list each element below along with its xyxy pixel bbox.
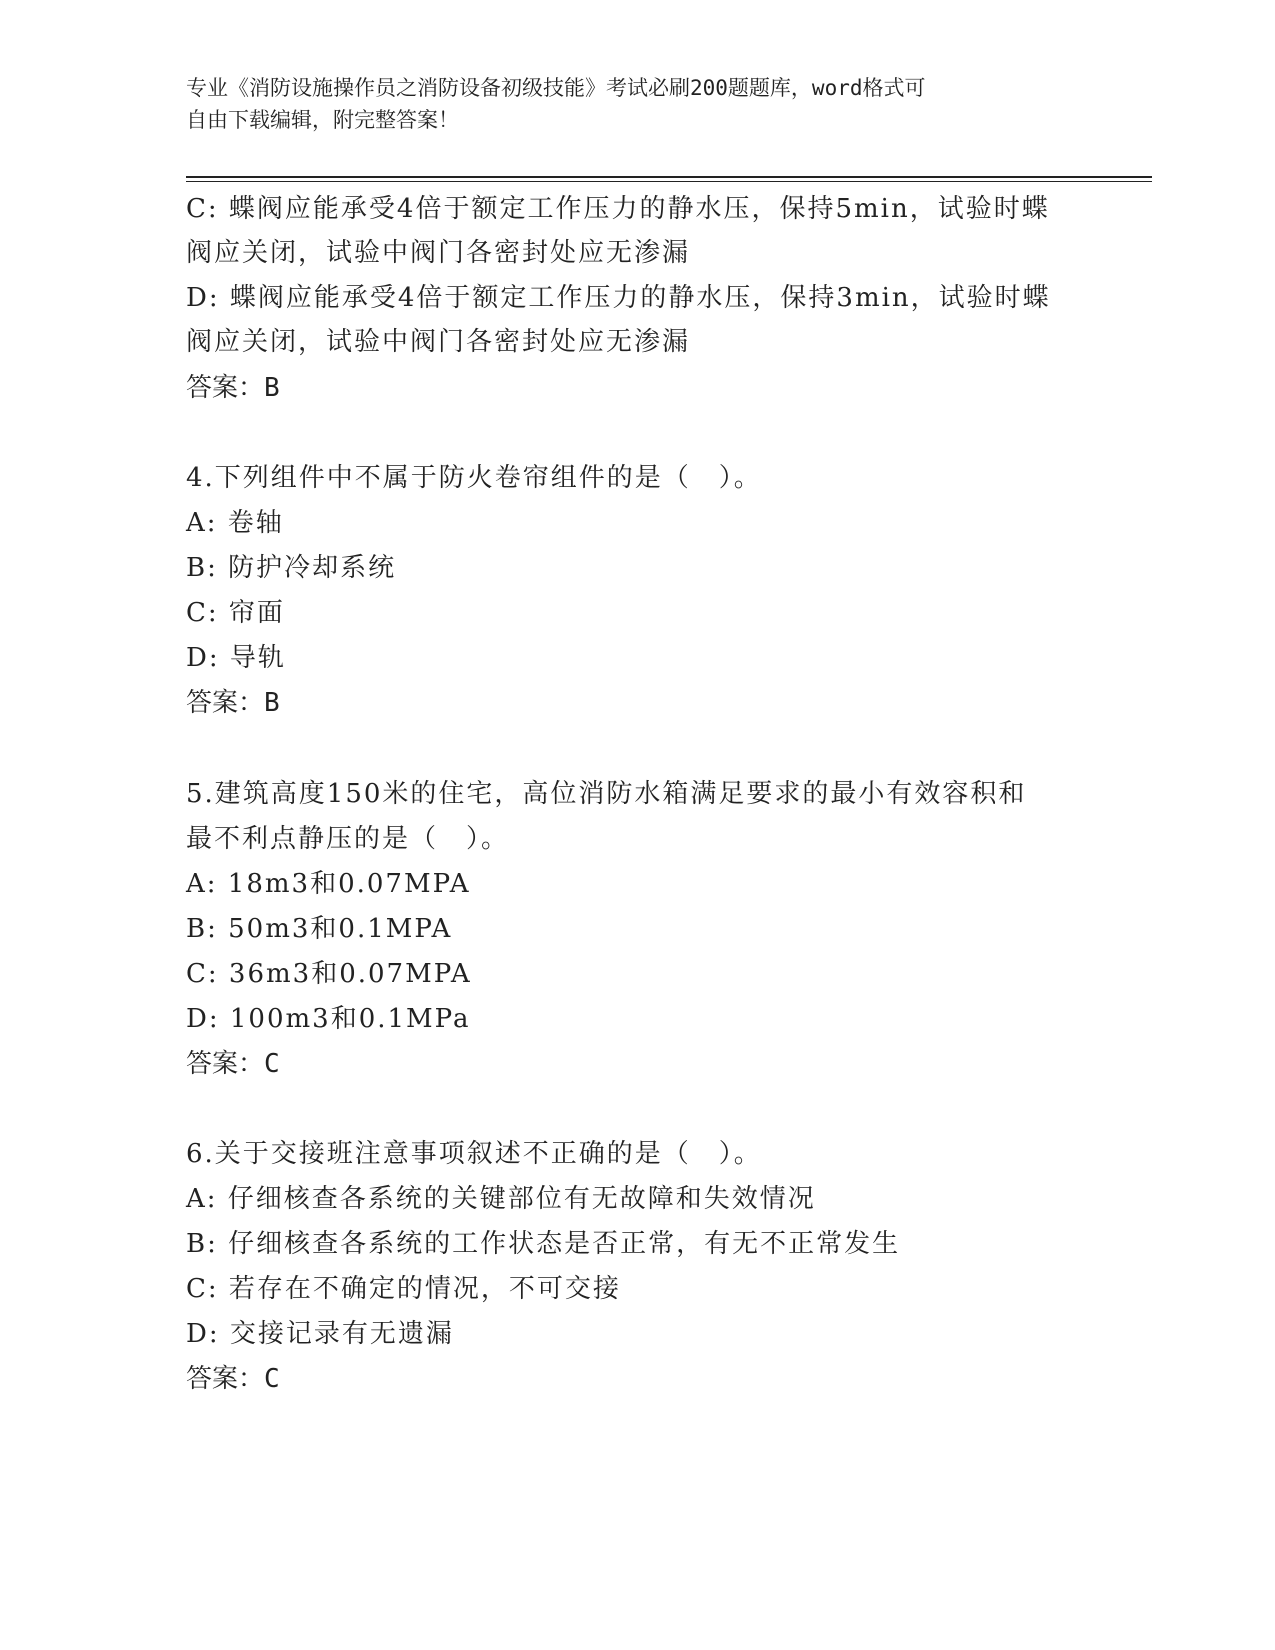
q4-option-a: A: 卷轴: [186, 508, 284, 538]
q3-option-c-line2: 阀应关闭，试验中阀门各密封处应无渗漏: [186, 238, 691, 268]
q4-option-d: D: 导轨: [186, 643, 286, 673]
q5-answer: 答案：C: [186, 1049, 280, 1079]
q5-option-d: D: 100m3和0.1MPa: [186, 1004, 471, 1034]
q3-option-c-line1: C: 蝶阀应能承受4倍于额定工作压力的静水压，保持5min，试验时蝶: [186, 194, 1050, 224]
q4-answer: 答案：B: [186, 688, 280, 718]
q6-answer: 答案：C: [186, 1364, 280, 1394]
q5-option-c: C: 36m3和0.07MPA: [186, 959, 472, 989]
header-divider-thin: [186, 181, 1152, 182]
q4-stem: 4.下列组件中不属于防火卷帘组件的是（ ）。: [186, 463, 762, 493]
q6-option-d: D: 交接记录有无遗漏: [186, 1319, 454, 1349]
document-header: [186, 72, 1086, 136]
q6-option-a: A: 仔细核查各系统的关键部位有无故障和失效情况: [186, 1184, 816, 1214]
q5-option-b: B: 50m3和0.1MPA: [186, 914, 453, 944]
header-line-1: 专业《消防设施操作员之消防设备初级技能》考试必刷200题题库，word格式可: [186, 76, 926, 100]
q6-option-c: C: 若存在不确定的情况，不可交接: [186, 1274, 621, 1304]
q5-stem-line1: 5.建筑高度150米的住宅，高位消防水箱满足要求的最小有效容积和: [186, 779, 1027, 809]
q3-option-d-line2: 阀应关闭，试验中阀门各密封处应无渗漏: [186, 327, 691, 357]
q6-stem: 6.关于交接班注意事项叙述不正确的是（ ）。: [186, 1139, 762, 1169]
q3-answer: 答案：B: [186, 373, 280, 403]
header-line-2: 自由下载编辑，附完整答案！: [186, 108, 459, 132]
q3-option-d-line1: D: 蝶阀应能承受4倍于额定工作压力的静水压，保持3min，试验时蝶: [186, 283, 1051, 313]
q5-option-a: A: 18m3和0.07MPA: [186, 869, 471, 899]
q5-stem-line2: 最不利点静压的是（ ）。: [186, 824, 510, 854]
q4-option-b: B: 防护冷却系统: [186, 553, 397, 583]
header-divider-thick: [186, 176, 1152, 178]
q4-option-c: C: 帘面: [186, 598, 285, 628]
q6-option-b: B: 仔细核查各系统的工作状态是否正常，有无不正常发生: [186, 1229, 901, 1259]
